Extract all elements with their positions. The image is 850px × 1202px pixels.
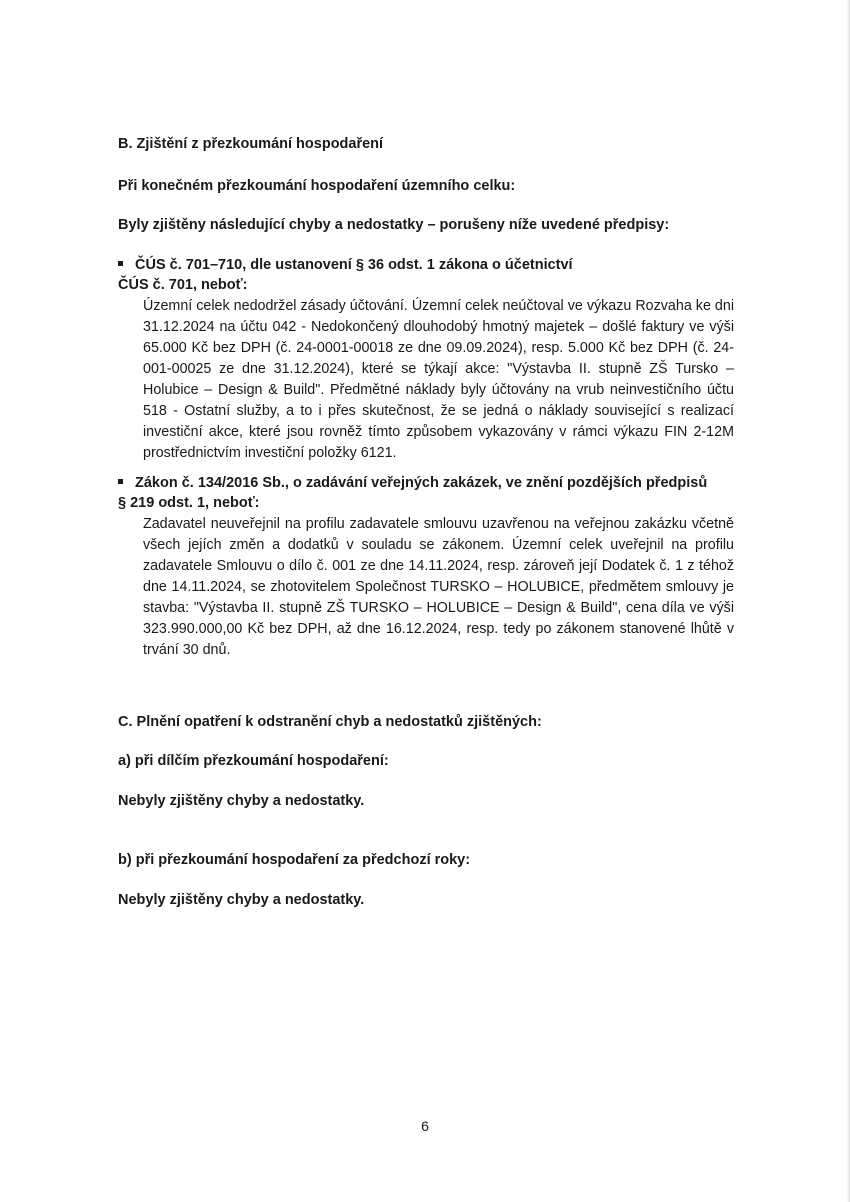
section-b-intro: Byly zjištěny následující chyby a nedostatky – porušeny níže uvedené předpisy: [118,217,670,233]
finding-2-subtitle: § 219 odst. 1, neboť: [118,495,260,511]
finding-1-text: Územní celek nedodržel zásady účtování. Územní celek neúčtoval ve výkazu Rozvaha ke dni 31.12.2024 na účtu 042 - Nedokončený dlouhodobý hmotný majetek – došlé faktury ve výši 65.000 Kč bez DPH (č. 24-0001-00018 ze dne 09.09.2024), resp. 5.000 Kč bez DPH (č. 24-001-00025 ze dne 31.12.2024), které se týkají akce: "Výstavba II. stupně ZŠ Tursko – Holubice – Design & Build". Předmětné náklady byly účtovány na vrub neinvestičního účtu 518 - Ostatní služby, a to i přes skutečnost, že se jedná o náklady související s realizací investiční akce, které jsou rovněž tímto způsobem vykazovány v rámci výkazu FIN 2-12M prostřednictvím investiční položky 6121. [143,298,734,461]
section-b-heading: B. Zjištění z přezkoumání hospodaření [118,136,384,152]
finding-1-title-text: ČÚS č. 701–710, dle ustanovení § 36 odst. 1 zákona o účetnictví [135,257,573,273]
finding-1-subtitle: ČÚS č. 701, neboť: [118,277,248,293]
section-c-part-a-heading: a) při dílčím přezkoumání hospodaření: [118,753,389,769]
bullet-icon [118,479,123,484]
bullet-icon [118,261,123,266]
finding-2-text: Zadavatel neuveřejnil na profilu zadavatele smlouvu uzavřenou na veřejnou zakázku včetně všech jejích změn a dodatků v souladu se zákonem. Územní celek uveřejnil na profilu zadavatele Smlouvu o dílo č. 001 ze dne 14.11.2024, resp. zároveň její Dodatek č. 1 z téhož dne 14.11.2024, se zhotovitelem Společnost TURSKO – HOLUBICE, předmětem smlouvy je stavba: "Výstavba II. stupně ZŠ TURSKO – HOLUBICE – Design & Build", cena díla ve výši 323.990.000,00 Kč bez DPH, až dne 16.12.2024, resp. tedy po zákonem stanovené lhůtě v trvání 30 dnů. [143,516,734,658]
section-c-heading: C. Plnění opatření k odstranění chyb a nedostatků zjištěných: [118,714,542,730]
page-number: 6 [421,1118,429,1134]
finding-1-title [118,257,573,273]
section-c-part-a-text: Nebyly zjištěny chyby a nedostatky. [118,793,365,809]
section-c-part-b-text: Nebyly zjištěny chyby a nedostatky. [118,892,365,908]
finding-2-title-text: Zákon č. 134/2016 Sb., o zadávání veřejných zakázek, ve znění pozdějších předpisů [135,475,708,491]
finding-2-title [118,475,707,491]
section-c-part-b-heading: b) při přezkoumání hospodaření za předchozí roky: [118,852,471,868]
section-b-subheading: Při konečném přezkoumání hospodaření územního celku: [118,178,516,194]
